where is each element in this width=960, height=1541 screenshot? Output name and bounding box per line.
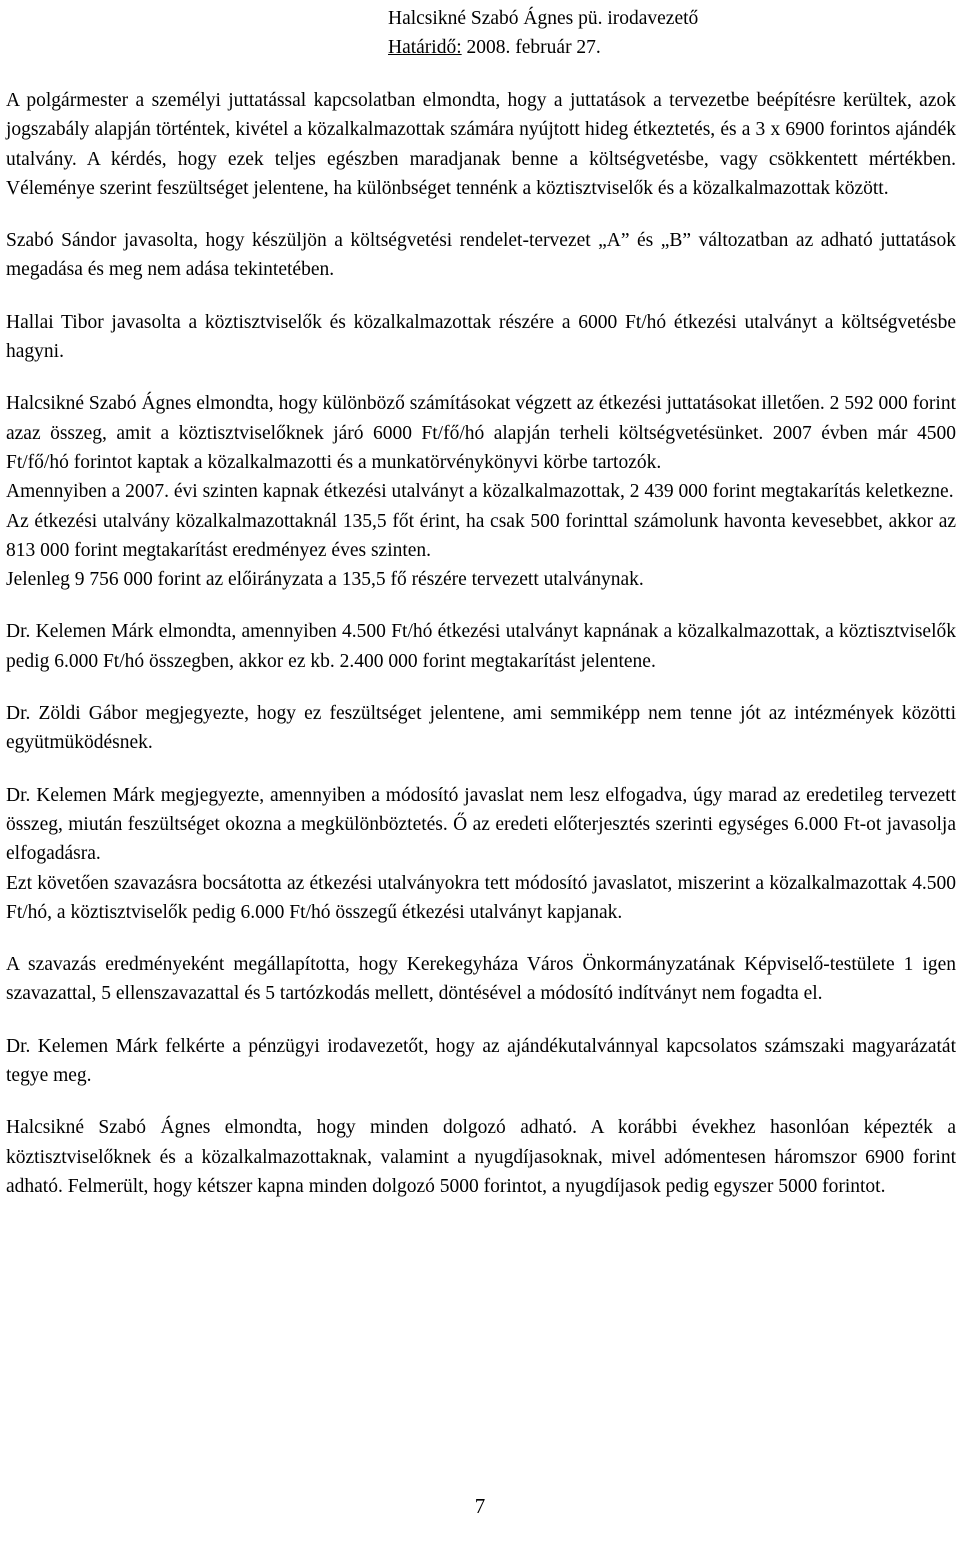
paragraph-hallai-proposal: Hallai Tibor javasolta a köztisztviselők és közalkalmazottak részére a 6000 Ft/hó étkezési utalványt a költségvetésbe hagyni. (6, 311, 956, 363)
paragraph-vote-result: A szavazás eredményeként megállapította, hogy Kerekegyháza Város Önkormányzatának Képviselő-testülete 1 igen szavazattal, 5 ellenszavazattal és 5 tartózkodás mellett, döntésével a módosító indítványt nem fogadta el. (6, 954, 956, 1005)
paragraph-current-allocation: Jelenleg 9 756 000 forint az előirányzata a 135,5 fő részére tervezett utalványnak. (6, 569, 644, 591)
paragraph-kelemen-remark: Dr. Kelemen Márk megjegyezte, amennyiben a módosító javaslat nem lesz elfogadva, úgy marad az eredetileg tervezett összeg, miután feszültséget okozna a megkülönböztetés. Ő az eredeti előterjesztés szerinti egységes 6.000 Ft-ot javasolja elfogadásra. (6, 784, 956, 865)
paragraph-halcsikne-calculations: Halcsikné Szabó Ágnes elmondta, hogy különböző számításokat végzett az étkezési juttatásokat illetően. 2 592 000 forint azaz összeg, amit a köztisztviselőknek járó 6000 Ft/fő/hó alapján terheli költségvetésünket. 2007 évben már 4500 Ft/fő/hó forintot kaptak a közalkalmazotti és a munkatörvénykönyvi körbe tartozók. (6, 393, 956, 473)
page-number: 7 (474, 1494, 486, 1518)
paragraph-kelemen-savings: Dr. Kelemen Márk elmondta, amennyiben 4.500 Ft/hó étkezési utalványt kapnának a közalkalmazottak, a köztisztviselők pedig 6.000 Ft/hó összegben, akkor ez kb. 2.400 000 forint megtakarítást jelentene. (6, 621, 956, 672)
paragraph-mayor-allowances: A polgármester a személyi juttatással kapcsolatban elmondta, hogy a juttatások a tervezetbe beépítésre kerültek, azok jogszabály alapján történtek, kivétel a közalkalmazottak számára nyújtott hideg étkeztetés, és a 3 x 6900 forintos ajándék utalvány. A kérdés, hogy ezek teljes egészben maradjanak benne a költségvetésbe, vagy csökkentett mértékben. Véleménye szerint feszültséget jelentene, ha különbséget tennénk a köztisztviselők és a közalkalmazottak között. (6, 90, 956, 199)
paragraph-vote-call: Ezt követően szavazásra bocsátotta az étkezési utalványokra tett módosító javaslatot, miszerint a közalkalmazottak 4.500 Ft/hó, a köztisztviselők pedig 6.000 Ft/hó összegű étkezési utalványt kapjanak. (6, 872, 956, 923)
deadline-line (388, 33, 698, 62)
responsible-person: Halcsikné Szabó Ágnes pü. irodavezető (388, 8, 699, 29)
paragraph-kelemen-request: Dr. Kelemen Márk felkérte a pénzügyi irodavezetőt, hogy az ajándékutalvánnyal kapcsolatos számszaki magyarázatát tegye meg. (6, 1035, 956, 1087)
deadline-value: 2008. február 27. (461, 37, 601, 58)
paragraph-savings-2007: Amennyiben a 2007. évi szinten kapnak étkezési utalványt a közalkalmazottak, 2 439 000 forint megtakarítás keletkezne. (6, 481, 954, 503)
minutes-body (6, 86, 956, 1201)
paragraph-szabo-proposal: Szabó Sándor javasolta, hogy készüljön a költségvetési rendelet-tervezet „A” és „B” változatban az adható juttatások megadása és meg nem adása tekintetében. (6, 230, 956, 281)
paragraph-gift-voucher-explanation: Halcsikné Szabó Ágnes elmondta, hogy minden dolgozó adható. A korábbi évekhez hasonlóan képezték a köztisztviselőknek és a közalkalmazottaknak, valamint a nyugdíjasoknak, mivel adómentesen háromszor 6900 forint adható. Felmerült, hogy kétszer kapna minden dolgozó 5000 forintot, a nyugdíjasok pedig egyszer 5000 forintot. (6, 1117, 956, 1197)
deadline-label: Határidő: (388, 37, 462, 58)
paragraph-zoldi-remark: Dr. Zöldi Gábor megjegyezte, hogy ez feszültséget jelentene, ami semmiképp nem tenne jót az intézmények közötti együtmüködésnek. (6, 703, 956, 754)
page-header (388, 4, 698, 62)
paragraph-voucher-reduction: Az étkezési utalvány közalkalmazottaknál 135,5 főt érint, ha csak 500 forinttal számolunk havonta kevesebbet, akkor az 813 000 forint megtakarítást eredményez éves szinten. (6, 510, 956, 561)
